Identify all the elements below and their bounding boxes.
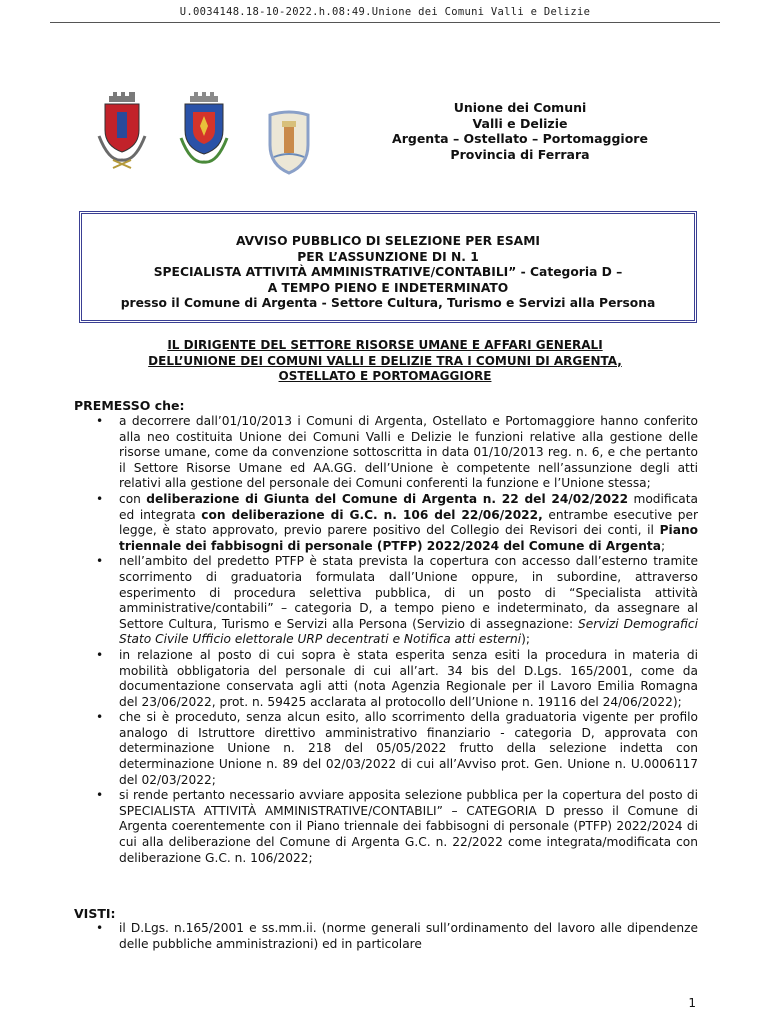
list-item [74,788,698,866]
item-text-bold: Piano triennale dei fabbisogni di personale (PTFP) 2022/2024 del Comune di Argenta [119,523,698,553]
item-text: ); [521,632,530,647]
list-item [74,710,698,788]
item-text: entrambe esecutive per legge, è stato approvato, previo parere positivo del Collegio dei Revisori dei conti, il [119,507,698,538]
item-text-italic: Servizi Demografici Stato Civile Ufficio elettorale URP decentrati e Notifica atti esterni [119,616,698,647]
bullet-icon: • [96,710,104,725]
bullet-icon: • [96,414,104,428]
portomaggiore-crest-icon [262,104,316,184]
ostellato-crest-icon [177,90,231,170]
header-line: Unione dei Comuni [453,100,587,115]
dirigente-line: DELL’UNIONE DEI COMUNI VALLI E DELIZIE TRA I COMUNI DI ARGENTA, [148,353,622,368]
notice-line: presso il Comune di Argenta - Settore Cultura, Turismo e Servizi alla Persona [120,296,656,310]
notice-box [79,211,697,323]
dirigente-line: IL DIRIGENTE DEL SETTORE RISORSE UMANE E AFFARI GENERALI [167,338,603,352]
list-item [74,648,698,710]
header-line: Argenta – Ostellato – Portomaggiore [392,131,648,146]
protocol-stamp: U.0034148.18-10-2022.h.08:49.Unione dei Comuni Valli e Delizie [179,6,591,18]
bullet-icon: • [96,554,104,569]
union-header [380,100,660,162]
list-item [74,492,698,554]
notice-line: AVVISO PUBBLICO DI SELEZIONE PER ESAMI [235,234,541,248]
notice-line: PER L’ASSUNZIONE DI N. 1 [297,249,479,264]
notice-line: A TEMPO PIENO E INDETERMINATO [267,280,509,295]
item-text: il D.Lgs. n.165/2001 e ss.mm.ii. (norme generali sull’ordinamento del lavoro alle dipendenze delle pubbliche amministrazioni) ed in particolare [119,921,698,951]
list-item [74,414,698,492]
item-text: ; [660,538,666,553]
bullet-icon: • [96,921,104,935]
bullet-icon: • [96,788,104,803]
stamp-divider [50,22,720,23]
item-text: a decorrere dall’01/10/2013 i Comuni di Argenta, Ostellato e Portomaggiore hanno conferito alla neo costituita Unione dei Comuni Valli e Delizie le funzioni relative alla gestione delle risorse umane, come da convenzione sottoscritta in data 01/10/2013 reg. n. 6, e che pertanto il Settore Risorse Umane ed AA.GG. dell’Unione è competente nell’assunzione degli atti relativi alla gestione del personale dei Comuni conferenti la funzione e l’Unione stessa; [119,414,698,491]
item-text-bold: con deliberazione di G.C. n. 106 del 22/06/2022, [201,507,543,522]
header-line: Valli e Delizie [472,115,568,131]
argenta-crest-icon [95,90,149,170]
header-line: Provincia di Ferrara [450,146,590,162]
notice-line: SPECIALISTA ATTIVITÀ AMMINISTRATIVE/CONTABILI” - Categoria D – [153,265,623,279]
page-number: 1 [688,996,696,1010]
item-text: nell’ambito del predetto PTFP è stata prevista la copertura con accesso dall’esterno tramite scorrimento di graduatoria formulata dall’Unione oppure, in subordine, attraverso esperimento di procedura selettiva pubblica, di un posto di “Specialista attività amministrative/contabili” – categoria D, a tempo pieno e indeterminato, da assegnare al Settore Cultura, Turismo e Servizi alla Persona (Servizio di assegnazione: [119,554,698,631]
item-text: che si è proceduto, senza alcun esito, allo scorrimento della graduatoria vigente per profilo analogo di Istruttore direttivo amministrativo finanziario - categoria D, approvata con determinazione Unione n. 218 del 05/05/2022 frutto della selezione indetta con determinazione Unione n. 89 del 02/03/2022 di cui all’Avviso prot. Gen. Unione n. U.0006117 del 02/03/2022; [119,710,698,787]
premesso-title: PREMESSO che: [74,398,185,413]
list-item [74,921,698,952]
visti-title: VISTI: [74,906,116,921]
list-item [74,554,698,648]
item-text-bold: deliberazione di Giunta del Comune di Argenta n. 22 del 24/02/2022 [146,491,629,506]
item-text: con [119,491,147,506]
dirigente-line: OSTELLATO E PORTOMAGGIORE [278,369,492,383]
bullet-icon: • [96,491,104,506]
visti-list [74,921,698,952]
dirigente-heading [90,338,680,385]
item-text: modificata ed integrata [119,491,698,522]
premesso-list [74,414,698,866]
item-text: si rende pertanto necessario avviare apposita selezione pubblica per la copertura del posto di SPECIALISTA ATTIVITÀ AMMINISTRATIVE/CONTABILI” – CATEGORIA D presso il Comune di Argenta coerentemente con il Piano triennale dei fabbisogni di personale (PTFP) 2022/2024 di cui alla deliberazione del Comune di Argenta G.C. n. 22/2022 come integrata/modificata con deliberazione G.C. n. 106/2022; [119,788,698,865]
bullet-icon: • [96,647,104,662]
item-text: in relazione al posto di cui sopra è stata esperita senza esiti la procedura in materia di mobilità obbligatoria del personale di cui all’art. 34 bis del D.Lgs. 165/2001, come da documentazione conservata agli atti (nota Agenzia Regionale per il Lavoro Emilia Romagna del 23/06/2022, prot. n. 59425 acclarata al protocollo dell’Unione n. 19116 del 24/06/2022); [119,647,698,709]
